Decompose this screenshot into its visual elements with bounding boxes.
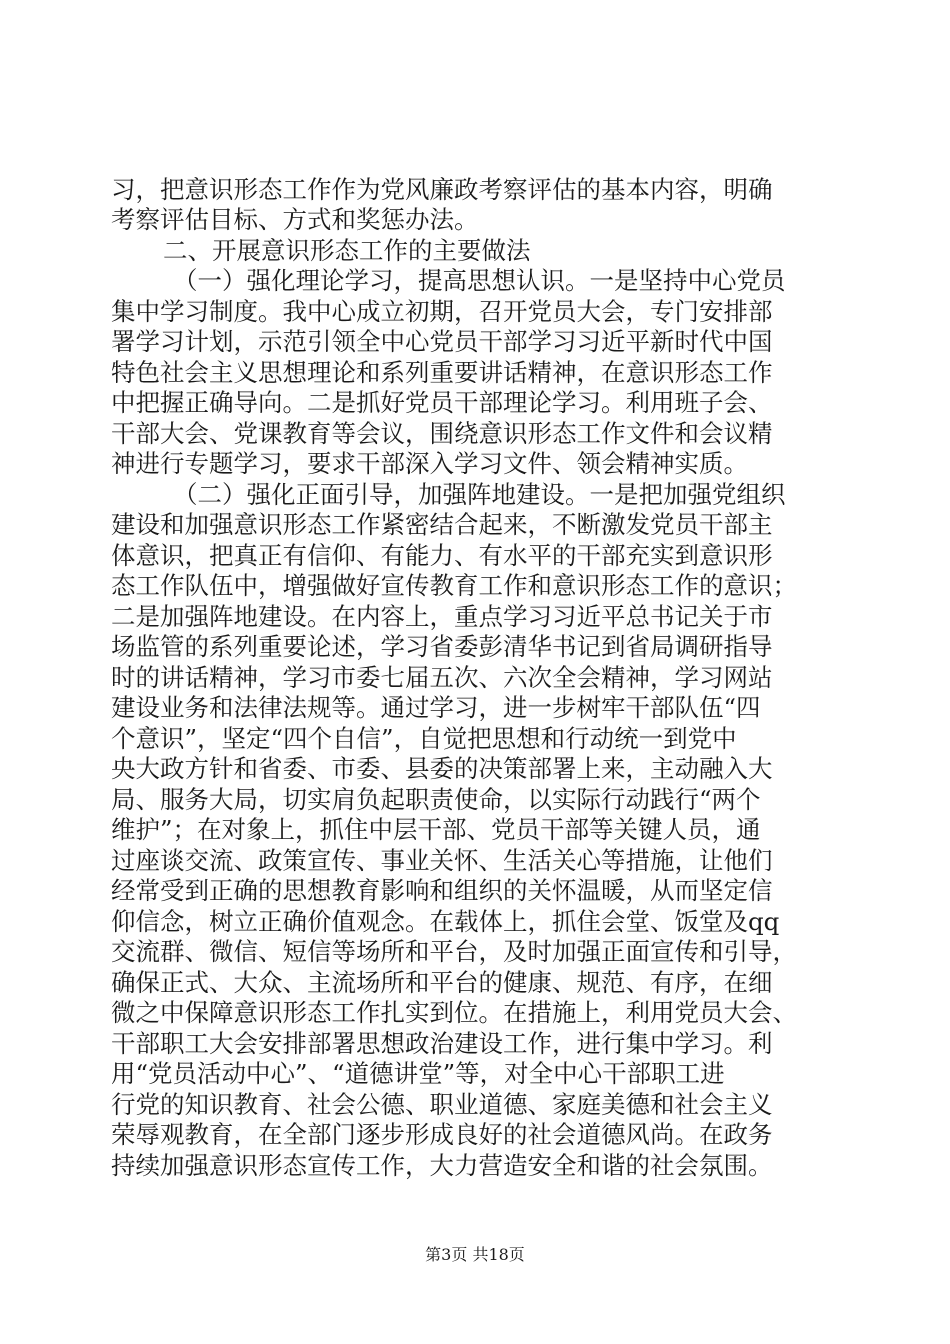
body-text-line: 用“党员活动中心”、“道德讲堂”等，对全中心干部职工进 [111, 1059, 725, 1088]
body-text-line: 时的讲话精神，学习市委七届五次、六次全会精神，学习网站 [111, 663, 773, 692]
body-text-line: 经常受到正确的思想教育影响和组织的关怀温暖，从而坚定信 [111, 876, 773, 905]
body-text-line: 确保正式、大众、主流场所和平台的健康、规范、有序，在细 [111, 968, 773, 997]
body-text-line: 微之中保障意识形态工作扎实到位。在措施上，利用党员大会、 [111, 998, 797, 1027]
body-text-line: 考察评估目标、方式和奖惩办法。 [111, 205, 479, 234]
page-number-footer: 第3页 共18页 [425, 1245, 525, 1264]
body-text-line: 集中学习制度。我中心成立初期，召开党员大会，专门安排部 [111, 297, 773, 326]
subsection-heading-line: （二）强化正面引导，加强阵地建设。一是把加强党组织 [173, 480, 786, 509]
body-text-line: 干部大会、党课教育等会议，围绕意识形态工作文件和会议精 [111, 419, 773, 448]
body-text-line: 特色社会主义思想理论和系列重要讲话精神，在意识形态工作 [111, 358, 773, 387]
body-text-line: 中把握正确导向。二是抓好党员干部理论学习。利用班子会、 [111, 388, 773, 417]
body-text-line: 局、服务大局，切实肩负起职责使命，以实际行动践行“两个 [111, 785, 761, 814]
body-text-line: 干部职工大会安排部署思想政治建设工作，进行集中学习。利 [111, 1029, 773, 1058]
body-text-line: 二是加强阵地建设。在内容上，重点学习习近平总书记关于市 [111, 602, 773, 631]
body-text-line: 态工作队伍中，增强做好宣传教育工作和意识形态工作的意识； [111, 571, 797, 600]
body-text-line: 交流群、微信、短信等场所和平台，及时加强正面宣传和引导， [111, 937, 797, 966]
body-text-line: 维护”；在对象上，抓住中层干部、党员干部等关键人员，通 [111, 815, 761, 844]
body-text-line: 持续加强意识形态宣传工作，大力营造安全和谐的社会氛围。 [111, 1151, 773, 1180]
body-text-line: 神进行专题学习，要求干部深入学习文件、领会精神实质。 [111, 449, 748, 478]
body-text-line: 个意识”，坚定“四个自信”，自觉把思想和行动统一到党中 [111, 724, 737, 753]
body-text-line: 体意识，把真正有信仰、有能力、有水平的干部充实到意识形 [111, 541, 773, 570]
body-text-line: 建设和加强意识形态工作紧密结合起来，不断激发党员干部主 [111, 510, 773, 539]
body-text-line: 荣辱观教育，在全部门逐步形成良好的社会道德风尚。在政务 [111, 1120, 773, 1149]
body-text-line: 过座谈交流、政策宣传、事业关怀、生活关心等措施，让他们 [111, 846, 773, 875]
body-text-line: 央大政方针和省委、市委、县委的决策部署上来，主动融入大 [111, 754, 773, 783]
body-text-line: 仰信念，树立正确价值观念。在载体上，抓住会堂、饭堂及qq [111, 907, 780, 936]
body-text-line: 建设业务和法律法规等。通过学习，进一步树牢干部队伍“四 [111, 693, 761, 722]
body-text-line: 署学习计划，示范引领全中心党员干部学习习近平新时代中国 [111, 327, 773, 356]
body-text-line: 场监管的系列重要论述，学习省委彭清华书记到省局调研指导 [111, 632, 773, 661]
section-heading: 二、开展意识形态工作的主要做法 [163, 236, 531, 265]
subsection-heading-line: （一）强化理论学习，提高思想认识。一是坚持中心党员 [173, 266, 786, 295]
body-text-line: 行党的知识教育、社会公德、职业道德、家庭美德和社会主义 [111, 1090, 773, 1119]
body-text-line: 习，把意识形态工作作为党风廉政考察评估的基本内容，明确 [111, 175, 773, 204]
